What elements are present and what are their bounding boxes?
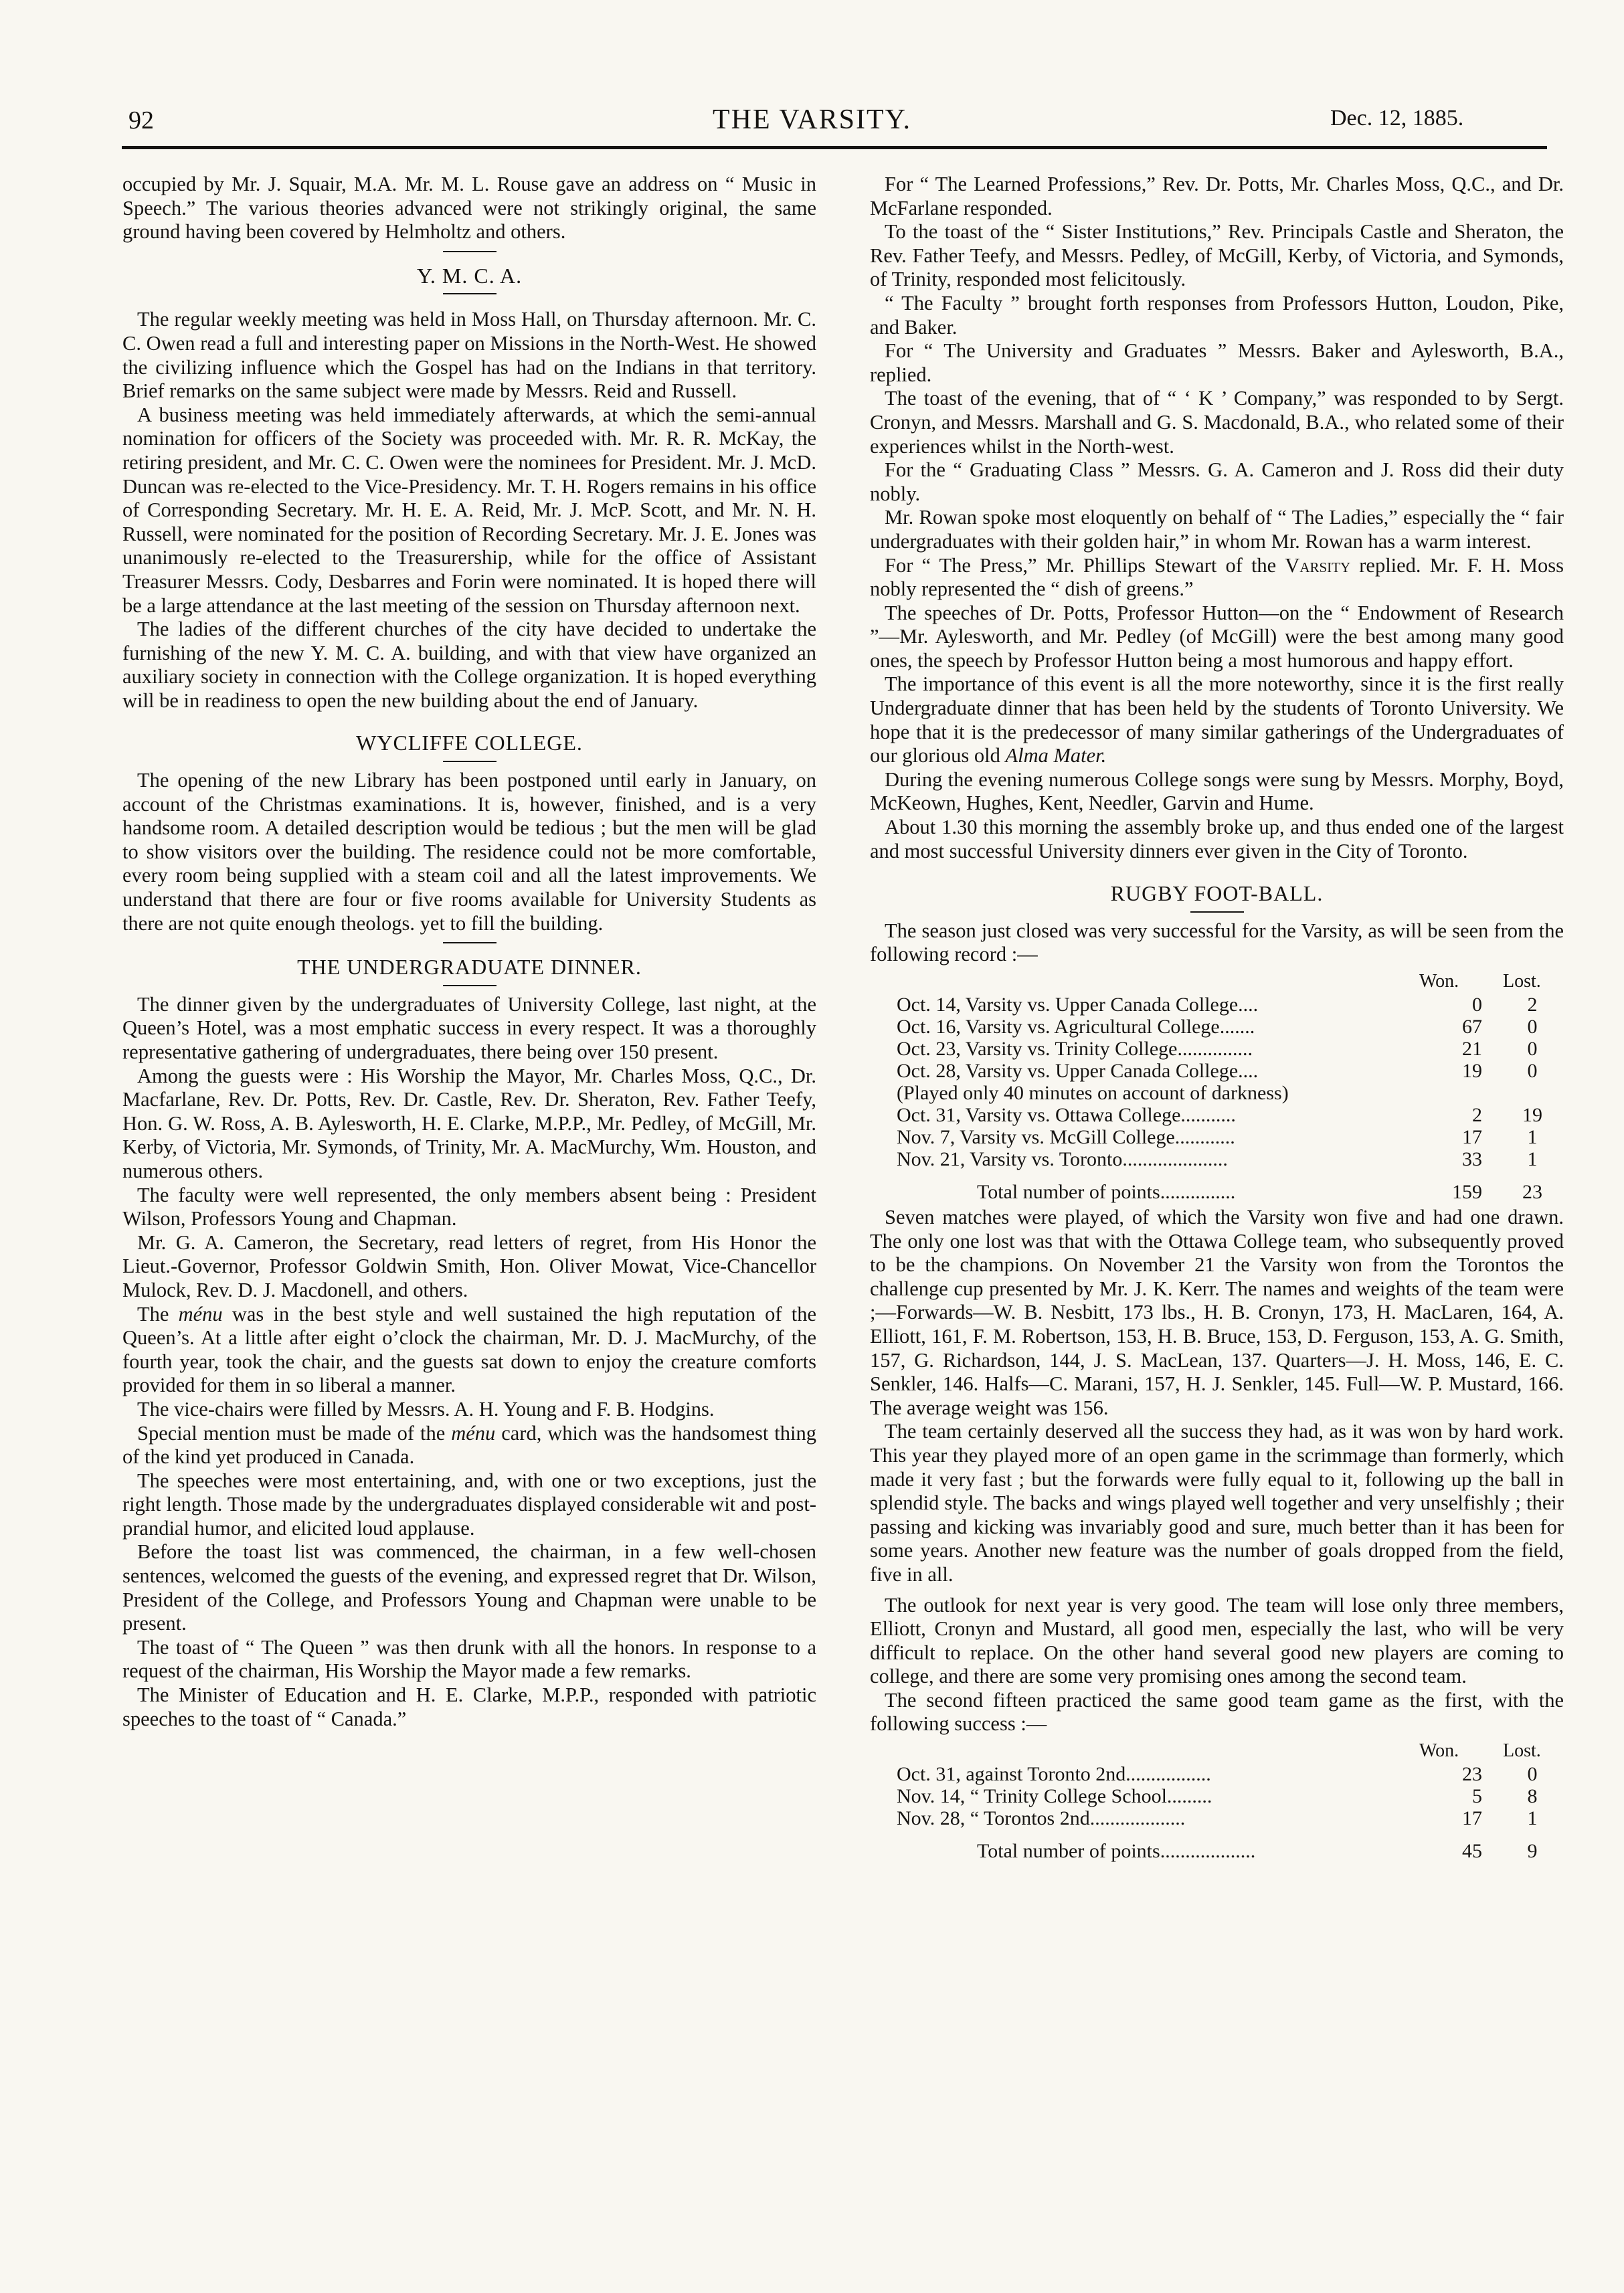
section-dash: [443, 942, 497, 943]
section-dash: [443, 251, 497, 252]
paragraph: The toast of “ The Queen ” was then drunk with all the honors. In response to a request of the chairman, His Worship the Mayor made a few remarks.: [122, 1635, 816, 1683]
cell-game: Nov. 28, “ Torontos 2nd...................: [897, 1807, 1186, 1830]
page-header: [0, 0, 1624, 157]
cell-lost: 0: [1527, 1038, 1538, 1060]
lost-column-header: Lost.: [1503, 971, 1541, 992]
varsity-name: Varsity: [1285, 553, 1351, 577]
cell-won: 67: [1462, 1016, 1482, 1038]
page-number: 92: [128, 106, 154, 134]
paragraph: To the toast of the “ Sister Institutions,” Rev. Principals Castle and Sheraton, the Rev. Father Teefy, and Messrs. Pedley, of McGill, Kerby, of Victoria, and Symonds, of Trinity, responded most felicitously.: [870, 220, 1564, 291]
cell-game: Oct. 16, Varsity vs. Agricultural College.......: [897, 1016, 1255, 1038]
paragraph: The speeches were most entertaining, and, with one or two exceptions, just the right length. Those made by the undergraduates displayed considerable wit and post-prandial humor, and elicited loud applause.: [122, 1469, 816, 1540]
paragraph: The season just closed was very successful for the Varsity, as will be seen from the following record :—: [870, 919, 1564, 966]
paragraph: Among the guests were : His Worship the Mayor, Mr. Charles Moss, Q.C., Dr. Macfarlane, Rev. Dr. Potts, Rev. Dr. Castle, Rev. Dr. Sheraton, Rev. Father Teefy, Hon. G. W. Ross, A. B. Aylesworth, H. E. Clarke, M.P.P., Mr. Pedley, of McGill, Mr. Kerby, of Victoria, Mr. Symonds, of Trinity, Mr. A. MacMurchy, Wm. Houston, and numerous others.: [122, 1064, 816, 1182]
menu-word: ménu: [178, 1302, 223, 1325]
paragraph: The faculty were well represented, the only members absent being : President Wilson, Professors Young and Chapman.: [122, 1183, 816, 1230]
cell-won: 5: [1472, 1785, 1482, 1808]
paragraph: Before the toast list was commenced, the chairman, in a few well-chosen sentences, welcomed the guests of the evening, and expressed regret that Dr. Wilson, President of the College, and Professors Young and Chapman were unable to be present.: [122, 1540, 816, 1635]
cell-won: 17: [1462, 1807, 1482, 1830]
cell-game: Oct. 23, Varsity vs. Trinity College...............: [897, 1038, 1253, 1060]
cell-game: Oct. 31, Varsity vs. Ottawa College...........: [897, 1104, 1236, 1126]
cell-lost: 8: [1527, 1785, 1538, 1808]
section-heading-wycliffe: WYCLIFFE COLLEGE.: [356, 731, 583, 755]
paragraph: The opening of the new Library has been postponed until early in January, on account of the Christmas examinations. It is, however, finished, and is a very handsome room. A detailed description would be tedious ; but the men will be glad to show visitors over the building. The residence could not be more comfortable, every room being supplied with a steam coil and all the latest improvements. We understand that there are four or five rooms available for University Students as there are not quite enough theologs. yet to fill the building.: [122, 769, 816, 935]
paragraph: The toast of the evening, that of “ ‘ K ’ Company,” was responded to by Sergt. Cronyn, and Messrs. Marshall and G. S. Macdonald, B.A., who related some of their experiences whilst in the North-west.: [870, 387, 1564, 458]
paragraph: occupied by Mr. J. Squair, M.A. Mr. M. L. Rouse gave an address on “ Music in Speech.” The various theories advanced were not strikingly original, the same ground having been covered by Helmholtz and others.: [122, 173, 816, 244]
table-row: [897, 1082, 1562, 1104]
section-heading-dinner: THE UNDERGRADUATE DINNER.: [297, 955, 642, 980]
cell-game: Nov. 14, “ Trinity College School.........: [897, 1785, 1212, 1808]
paragraph: Seven matches were played, of which the Varsity won five and had one drawn. The only one lost was that with the Ottawa College team, who subsequently proved to be the champions. On November 21 the Varsity won from the Torontos the challenge cup presented by Mr. J. K. Kerr. The names and weights of the team were ;—Forwards—W. B. Nesbitt, 173 lbs., H. B. Cronyn, 173, H. MacLaren, 164, A. Elliott, 161, F. M. Robertson, 153, H. B. Bruce, 153, D. Ferguson, 153, A. G. Smith, 157, G. Richardson, 144, J. S. MacLean, 137. Quarters—J. H. Moss, 146, E. C. Senkler, 146. Halfs—C. Marani, 157, H. J. Senkler, 145. Full—W. P. Mustard, 166. The average weight was 156.: [870, 1206, 1564, 1419]
cell-lost: 0: [1527, 1763, 1538, 1786]
right-column: [870, 173, 1564, 1865]
cell-lost: 2: [1527, 994, 1538, 1016]
table-row: [897, 1785, 1562, 1807]
paragraph: Special mention must be made of the ménu card, which was the handsomest thing of the kind yet produced in Canada.: [122, 1421, 816, 1469]
won-column-header: Won.: [1419, 971, 1459, 992]
paragraph: The ladies of the different churches of the city have decided to undertake the furnishing of the new Y. M. C. A. building, and with that view have organized an auxiliary society in connection with the College organization. It is hoped everything will be in readiness to open the new building about the end of January.: [122, 618, 816, 712]
lost-column-header: Lost.: [1503, 1740, 1541, 1762]
paragraph: The second fifteen practiced the same good team game as the first, with the following success :—: [870, 1688, 1564, 1736]
first-fifteen-record-table: [897, 970, 1562, 1203]
header-rule: [122, 146, 1547, 149]
issue-date: Dec. 12, 1885.: [1330, 106, 1464, 130]
cell-won: 2: [1472, 1104, 1482, 1126]
paragraph: The ménu was in the best style and well sustained the high reputation of the Queen’s. At a little after eight o’clock the chairman, Mr. D. J. MacMurchy, of the fourth year, took the chair, and the guests sat down to enjoy the creature comforts provided for them in so liberal a manner.: [122, 1302, 816, 1397]
table-total-row: Total number of points............... 159 23: [977, 1181, 1542, 1203]
cell-game: Oct. 14, Varsity vs. Upper Canada College....: [897, 994, 1259, 1016]
cell-lost: [1502, 1082, 1562, 1104]
paragraph: The dinner given by the undergraduates of University College, last night, at the Queen’s Hotel, was a most emphatic success in every respect. It was a thoroughly representative gathering of undergraduates, there being over 150 present.: [122, 992, 816, 1063]
paragraph: “ The Faculty ” brought forth responses from Professors Hutton, Loudon, Pike, and Baker.: [870, 291, 1564, 339]
cell-lost: 1: [1527, 1807, 1538, 1830]
cell-lost: 19: [1522, 1104, 1542, 1126]
alma-mater: Alma Mater.: [1005, 744, 1107, 767]
cell-won: 19: [1462, 1060, 1482, 1082]
cell-game: (Played only 40 minutes on account of darkness): [897, 1082, 1289, 1104]
cell-lost: 1: [1527, 1126, 1538, 1148]
section-dash: [443, 761, 497, 762]
paragraph: For “ The University and Graduates ” Messrs. Baker and Aylesworth, B.A., replied.: [870, 339, 1564, 386]
cell-won: 17: [1462, 1126, 1482, 1148]
section-heading-ymca: Y. M. C. A.: [416, 263, 523, 288]
table-row: [897, 1148, 1562, 1170]
table-row: [897, 994, 1562, 1016]
cell-won: [1419, 1082, 1502, 1104]
section-dash: [443, 985, 497, 986]
table-row: [897, 1038, 1562, 1060]
cell-lost: 0: [1527, 1016, 1538, 1038]
won-column-header: Won.: [1419, 1740, 1459, 1762]
menu-word: ménu: [451, 1421, 496, 1445]
cell-won: 33: [1462, 1148, 1482, 1170]
paragraph: Mr. Rowan spoke most eloquently on behalf of “ The Ladies,” especially the “ fair undergraduates with their golden hair,” in whom Mr. Rowan has a warm interest.: [870, 506, 1564, 553]
paragraph: During the evening numerous College songs were sung by Messrs. Morphy, Boyd, McKeown, Hughes, Kent, Needler, Garvin and Hume.: [870, 767, 1564, 815]
paragraph: About 1.30 this morning the assembly broke up, and thus ended one of the largest and most successful University dinners ever given in the City of Toronto.: [870, 816, 1564, 862]
table-row: [897, 1126, 1562, 1148]
paragraph: The regular weekly meeting was held in Moss Hall, on Thursday afternoon. Mr. C. C. Owen read a full and interesting paper on Missions in the North-West. He showed the civilizing influence which the Gospel has had on the Indians in that territory. Brief remarks on the same subject were made by Messrs. Reid and Russell.: [122, 308, 816, 403]
table-row: [897, 1104, 1562, 1126]
table-total-row: Total number of points................... 45 9: [977, 1840, 1538, 1863]
section-dash: [443, 293, 497, 294]
section-heading-rugby: RUGBY FOOT-BALL.: [1110, 881, 1324, 906]
table-row: [897, 1060, 1562, 1082]
paragraph: A business meeting was held immediately afterwards, at which the semi-annual nomination for officers of the Society was proceeded with. Mr. R. R. McKay, the retiring president, and Mr. C. C. Owen were the nominees for President. Mr. J. McD. Duncan was re-elected to the Vice-Presidency. Mr. T. H. Rogers remains in his office of Corresponding Secretary. Mr. H. E. A. Reid, Mr. J. McP. Scott, and Mr. N. H. Russell, were nominated for the position of Recording Secretary. Mr. J. E. Jones was unanimously re-elected to the Treasurership, while for the office of Assistant Treasurer Messrs. Cody, Desbarres and Forin were nominated. It is hoped there will be a large attendance at the last meeting of the session on Thursday afternoon next.: [122, 403, 816, 617]
section-dash: [1190, 911, 1244, 913]
paragraph: For “ The Learned Professions,” Rev. Dr. Potts, Mr. Charles Moss, Q.C., and Dr. McFarlane responded.: [870, 173, 1564, 219]
cell-lost: 0: [1527, 1060, 1538, 1082]
cell-game: Oct. 28, Varsity vs. Upper Canada College....: [897, 1060, 1259, 1082]
paragraph: The outlook for next year is very good. The team will lose only three members, Elliott, Cronyn and Mustard, all good men, especially the last, who will be very difficult to replace. On the other hand several good new players are coming to college, and there are some very promising ones among the second team.: [870, 1593, 1564, 1688]
paragraph: The speeches of Dr. Potts, Professor Hutton—on the “ Endowment of Research ”—Mr. Aylesworth, and Mr. Pedley (of McGill) were the best among many good ones, the speech by Professor Hutton being a most humorous and happy effort.: [870, 601, 1564, 672]
cell-game: Nov. 21, Varsity vs. Toronto.....................: [897, 1148, 1228, 1170]
cell-won: 23: [1462, 1763, 1482, 1786]
table-row: [897, 1763, 1562, 1785]
paragraph: The Minister of Education and H. E. Clarke, M.P.P., responded with patriotic speeches to the toast of “ Canada.”: [122, 1683, 816, 1730]
table-row: [897, 1807, 1562, 1829]
cell-game: Oct. 31, against Toronto 2nd.................: [897, 1763, 1211, 1786]
paragraph: For “ The Press,” Mr. Phillips Stewart of the Varsity replied. Mr. F. H. Moss nobly represented the “ dish of greens.”: [870, 553, 1564, 601]
masthead-title: THE VARSITY.: [712, 104, 912, 135]
paragraph: The importance of this event is all the more noteworthy, since it is the first really Undergraduate dinner that has been held by the students of Toronto University. We hope that it is the predecessor of many similar gatherings of the Undergraduates of our glorious old Alma Mater.: [870, 672, 1564, 767]
table-row: [897, 1016, 1562, 1038]
cell-won: 0: [1472, 994, 1482, 1016]
left-column: [122, 173, 816, 1731]
cell-lost: 1: [1527, 1148, 1538, 1170]
paragraph: The team certainly deserved all the success they had, as it was won by hard work. This year they played more of an open game in the scrimmage than formerly, which made it very fast ; but the forwards were fully equal to it, following up the ball in splendid style. The backs and wings played well together and very unselfishly ; their passing and kicking was invariably good and sure, much better than it has been for some years. Another new feature was the number of goals dropped from the field, five in all.: [870, 1420, 1564, 1586]
paragraph: For the “ Graduating Class ” Messrs. G. A. Cameron and J. Ross did their duty nobly.: [870, 458, 1564, 505]
second-fifteen-record-table: [897, 1739, 1562, 1862]
cell-won: 21: [1462, 1038, 1482, 1060]
paragraph: Mr. G. A. Cameron, the Secretary, read letters of regret, from His Honor the Lieut.-Governor, Professor Goldwin Smith, Hon. Oliver Mowat, Vice-Chancellor Mulock, Rev. D. J. Macdonell, and others.: [122, 1230, 816, 1301]
paragraph: The vice-chairs were filled by Messrs. A. H. Young and F. B. Hodgins.: [137, 1397, 715, 1420]
cell-game: Nov. 7, Varsity vs. McGill College............: [897, 1126, 1235, 1148]
